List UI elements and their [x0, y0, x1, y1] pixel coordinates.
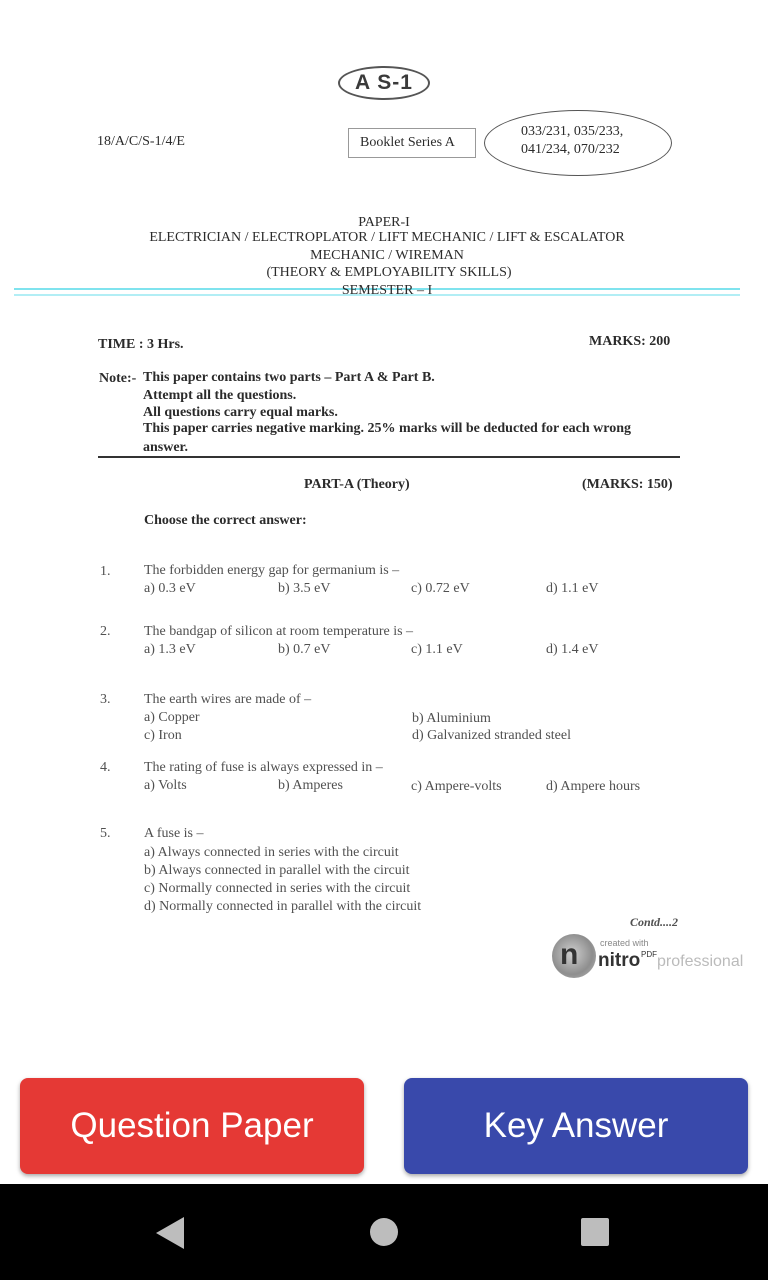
option-a: a) 0.3 eV: [144, 581, 196, 596]
paper-code: 18/A/C/S-1/4/E: [97, 134, 185, 149]
trade-codes-line1: 033/231, 035/233,: [521, 124, 624, 139]
option-c: c) Normally connected in series with the circuit: [144, 881, 411, 896]
nitro-brand: nitro: [598, 950, 641, 971]
option-d: d) 1.4 eV: [546, 642, 599, 657]
option-d: d) 1.1 eV: [546, 581, 599, 596]
option-c: c) 0.72 eV: [411, 581, 470, 596]
option-d: d) Ampere hours: [546, 779, 641, 794]
key-answer-button[interactable]: [404, 1078, 748, 1174]
question-number: 4.: [100, 760, 111, 775]
trade-codes-oval: [484, 110, 672, 176]
question-number: 1.: [100, 564, 111, 579]
option-b: b) Aluminium: [412, 711, 491, 726]
booklet-series-box: [348, 128, 476, 158]
option-d: d) Normally connected in parallel with the circuit: [144, 899, 422, 914]
note-line2: Attempt all the questions.: [143, 388, 297, 403]
option-b: b) 3.5 eV: [278, 581, 331, 596]
note-line4: This paper carries negative marking. 25% marks will be deducted for each wrong: [143, 421, 632, 436]
note-line3: All questions carry equal marks.: [143, 405, 338, 420]
option-a: a) Always connected in series with the circuit: [144, 845, 399, 860]
note-line1: This paper contains two parts – Part A & Part B.: [143, 370, 435, 385]
key-answer-label: Key Answer: [483, 1106, 669, 1145]
nitro-pdf: PDF: [641, 950, 657, 959]
option-d: d) Galvanized stranded steel: [412, 728, 571, 743]
option-b: b) 0.7 eV: [278, 642, 331, 657]
option-a: a) 1.3 eV: [144, 642, 196, 657]
option-c: c) 1.1 eV: [411, 642, 463, 657]
nitro-professional: professional: [657, 953, 744, 970]
nitro-logo-icon: n: [552, 934, 596, 978]
option-a: a) Volts: [144, 778, 187, 793]
question-text: The rating of fuse is always expressed in –: [144, 760, 383, 775]
continued-label: Contd....2: [630, 915, 679, 929]
part-marks: (MARKS: 150): [582, 477, 673, 492]
booklet-series-label: Booklet Series A: [360, 135, 455, 150]
system-navigation-bar: [0, 1184, 768, 1280]
question-number: 5.: [100, 826, 111, 841]
time-label: TIME : 3 Hrs.: [98, 337, 184, 352]
trade-codes-line2: 041/234, 070/232: [521, 142, 620, 157]
option-c: c) Iron: [144, 728, 182, 743]
nitro-created-with: created with: [600, 938, 649, 948]
paper-title: PAPER-I: [358, 215, 410, 230]
marks-label: MARKS: 200: [589, 334, 671, 349]
question-text: A fuse is –: [144, 826, 204, 841]
series-badge: A S-1: [338, 66, 430, 100]
trade-title-line1: ELECTRICIAN / ELECTROPLATOR / LIFT MECHANIC / LIFT & ESCALATOR: [149, 230, 625, 245]
part-title: PART-A (Theory): [304, 477, 410, 492]
recents-icon[interactable]: [580, 1217, 610, 1247]
question-paper-label: Question Paper: [70, 1106, 314, 1145]
divider: [98, 456, 680, 458]
question-text: The bandgap of silicon at room temperature is –: [144, 624, 414, 639]
question-text: The earth wires are made of –: [144, 692, 312, 707]
question-text: The forbidden energy gap for germanium is –: [144, 563, 400, 578]
question-number: 3.: [100, 692, 111, 707]
note-label: Note:-: [99, 371, 137, 386]
instruction: Choose the correct answer:: [144, 513, 307, 528]
home-icon[interactable]: [369, 1217, 399, 1247]
question-number: 2.: [100, 624, 111, 639]
back-icon[interactable]: [154, 1216, 186, 1250]
trade-title-line2: MECHANIC / WIREMAN: [310, 248, 464, 263]
option-b: b) Amperes: [278, 778, 343, 793]
semester-title: SEMESTER – I: [341, 283, 433, 298]
trade-title-line3: (THEORY & EMPLOYABILITY SKILLS): [266, 265, 512, 280]
option-c: c) Ampere-volts: [411, 779, 502, 794]
option-b: b) Always connected in parallel with the circuit: [144, 863, 410, 878]
question-paper-button[interactable]: [20, 1078, 364, 1174]
note-line5: answer.: [143, 440, 188, 455]
option-a: a) Copper: [144, 710, 200, 725]
